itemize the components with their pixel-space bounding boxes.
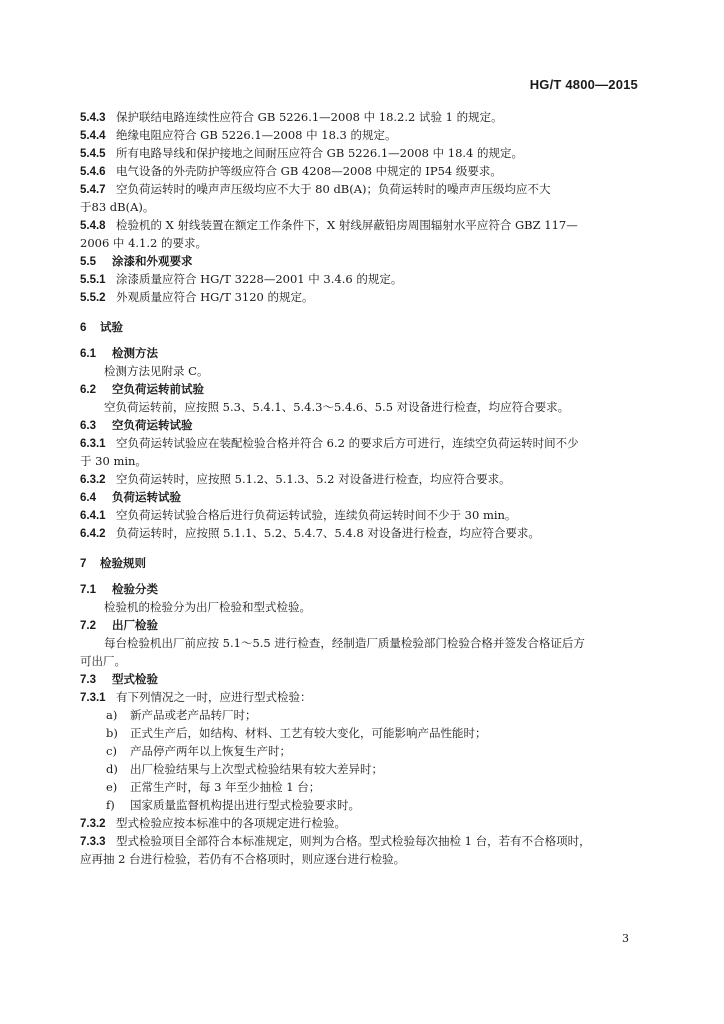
clause-5-4-6 (80, 162, 642, 180)
clause-text: 保护联结电路连续性应符合 GB 5226.1—2008 中 18.2.2 试验 1 的规定。 (116, 110, 503, 124)
list-text: 出厂检验结果与上次型式检验结果有较大差异时； (130, 762, 383, 776)
clause-text: 空负荷运转试验合格后进行负荷运转试验，连续负荷运转时间不少于 30 min。 (116, 508, 517, 522)
clause-6-3-1 (80, 434, 642, 452)
list-text: 产品停产两年以上恢复生产时； (130, 744, 291, 758)
paragraph-6-1: 检测方法见附录 C。 (104, 364, 209, 378)
clause-number: 6.4.2 (80, 528, 106, 540)
clause-number: 6.4.1 (80, 510, 106, 522)
paragraph-7-2-cont: 可出厂。 (80, 654, 126, 668)
clause-5-4-5 (80, 144, 642, 162)
list-marker: b) (106, 726, 118, 740)
clause-number: 5.5.1 (80, 274, 106, 286)
list-item (80, 760, 642, 778)
clause-number: 5.4.5 (80, 148, 106, 160)
clause-number: 5.5.2 (80, 292, 106, 304)
section-title: 型式检验 (112, 672, 158, 686)
clause-number: 5.4.7 (80, 184, 106, 196)
section-title: 出厂检验 (112, 618, 158, 632)
clause-number: 6.3.2 (80, 474, 106, 486)
clause-5-4-8-cont: 2006 中 4.1.2 的要求。 (80, 236, 207, 250)
clause-5-5-1 (80, 270, 642, 288)
clause-text: 型式检验项目全部符合本标准规定，则判为合格。型式检验每次抽检 1 台，若有不合格项时， (116, 834, 591, 848)
document-body (80, 108, 642, 868)
section-title: 空负荷运转试验 (112, 418, 193, 432)
clause-5-5-2 (80, 288, 642, 306)
clause-text: 电气设备的外壳防护等级应符合 GB 4208—2008 中规定的 IP54 级要求。 (116, 164, 502, 178)
list-text: 国家质量监督机构提出进行型式检验要求时。 (130, 798, 360, 812)
clause-5-4-4 (80, 126, 642, 144)
clause-6-4-2 (80, 524, 642, 542)
section-number: 6.4 (80, 492, 96, 504)
chapter-heading-7 (80, 554, 642, 572)
clause-6-3-1-cont: 于 30 min。 (80, 454, 147, 468)
clause-number: 7.3.3 (80, 836, 106, 848)
section-number: 7.3 (80, 674, 96, 686)
clause-7-3-2 (80, 814, 642, 832)
clause-6-3-2 (80, 470, 642, 488)
clause-7-3-3 (80, 832, 642, 850)
section-number: 7.2 (80, 620, 96, 632)
clause-number: 5.4.6 (80, 166, 106, 178)
paragraph-6-2: 空负荷运转前，应按照 5.3、5.4.1、5.4.3～5.4.6、5.5 对设备进行检查，均应符合要求。 (104, 400, 570, 414)
clause-text: 空负荷运转时，应按照 5.1.2、5.1.3、5.2 对设备进行检查，均应符合要求。 (116, 472, 511, 486)
section-heading-6-1 (80, 344, 642, 362)
page-number: 3 (622, 932, 629, 945)
clause-5-4-3 (80, 108, 642, 126)
clause-number: 5.4.8 (80, 220, 106, 232)
section-number: 6.2 (80, 384, 96, 396)
section-heading-6-3 (80, 416, 642, 434)
list-item (80, 706, 642, 724)
section-heading-7-2 (80, 616, 642, 634)
section-title: 负荷运转试验 (112, 490, 181, 504)
clause-number: 5.4.4 (80, 130, 106, 142)
section-title: 空负荷运转前试验 (112, 382, 204, 396)
clause-6-4-1 (80, 506, 642, 524)
section-title: 检验分类 (112, 582, 158, 596)
list-item (80, 742, 642, 760)
section-heading-5-5 (80, 252, 642, 270)
clause-number: 7.3.2 (80, 818, 106, 830)
standard-code: HG/T 4800—2015 (529, 77, 638, 92)
section-heading-7-3 (80, 670, 642, 688)
clause-text: 外观质量应符合 HG/T 3120 的规定。 (116, 290, 314, 304)
list-marker: e) (106, 780, 118, 794)
section-title: 检测方法 (112, 346, 158, 360)
list-text: 新产品或老产品转厂时； (130, 708, 257, 722)
chapter-number: 6 (80, 322, 87, 334)
clause-text: 有下列情况之一时，应进行型式检验： (116, 690, 312, 704)
section-number: 7.1 (80, 584, 96, 596)
list-text: 正式生产后，如结构、材料、工艺有较大变化，可能影响产品性能时； (130, 726, 487, 740)
clause-text: 检验机的 X 射线装置在额定工作条件下，X 射线屏蔽铅房周围辐射水平应符合 GBZ 117— (116, 218, 578, 232)
clause-text: 空负荷运转时的噪声声压级均应不大于 80 dB(A)；负荷运转时的噪声声压级均应不大 (116, 182, 551, 196)
list-marker: c) (106, 744, 117, 758)
section-title: 涂漆和外观要求 (112, 254, 193, 268)
list-marker: f) (106, 798, 115, 812)
list-marker: d) (106, 762, 118, 776)
clause-text: 所有电路导线和保护接地之间耐压应符合 GB 5226.1—2008 中 18.4 的规定。 (116, 146, 524, 160)
clause-text: 型式检验应按本标准中的各项规定进行检验。 (116, 816, 346, 830)
section-heading-6-4 (80, 488, 642, 506)
section-number: 6.1 (80, 348, 96, 360)
chapter-heading-6 (80, 318, 642, 336)
list-marker: a) (106, 708, 118, 722)
chapter-title: 检验规则 (100, 556, 146, 570)
section-heading-6-2 (80, 380, 642, 398)
clause-number: 7.3.1 (80, 692, 106, 704)
chapter-title: 试验 (100, 320, 123, 334)
list-item (80, 796, 642, 814)
section-number: 5.5 (80, 256, 96, 268)
section-number: 6.3 (80, 420, 96, 432)
section-heading-7-1 (80, 580, 642, 598)
chapter-number: 7 (80, 558, 87, 570)
clause-5-4-7 (80, 180, 642, 198)
clause-text: 绝缘电阻应符合 GB 5226.1—2008 中 18.3 的规定。 (116, 128, 397, 142)
clause-text: 涂漆质量应符合 HG/T 3228—2001 中 3.4.6 的规定。 (116, 272, 403, 286)
list-text: 正常生产时，每 3 年至少抽检 1 台； (130, 780, 321, 794)
clause-number: 5.4.3 (80, 112, 106, 124)
clause-5-4-8 (80, 216, 642, 234)
paragraph-7-2: 每台检验机出厂前应按 5.1～5.5 进行检查，经制造厂质量检验部门检验合格并签发合格证后方 (104, 636, 585, 650)
clause-7-3-3-cont: 应再抽 2 台进行检验，若仍有不合格项时，则应逐台进行检验。 (80, 852, 406, 866)
paragraph-7-1: 检验机的检验分为出厂检验和型式检验。 (104, 600, 311, 614)
clause-5-4-7-cont: 于83 dB(A)。 (80, 200, 155, 214)
clause-text: 空负荷运转试验应在装配检验合格并符合 6.2 的要求后方可进行，连续空负荷运转时间不少 (116, 436, 579, 450)
clause-7-3-1 (80, 688, 642, 706)
list-item (80, 724, 642, 742)
list-item (80, 778, 642, 796)
clause-text: 负荷运转时，应按照 5.1.1、5.2、5.4.7、5.4.8 对设备进行检查，均应符合要求。 (116, 526, 540, 540)
clause-number: 6.3.1 (80, 438, 106, 450)
